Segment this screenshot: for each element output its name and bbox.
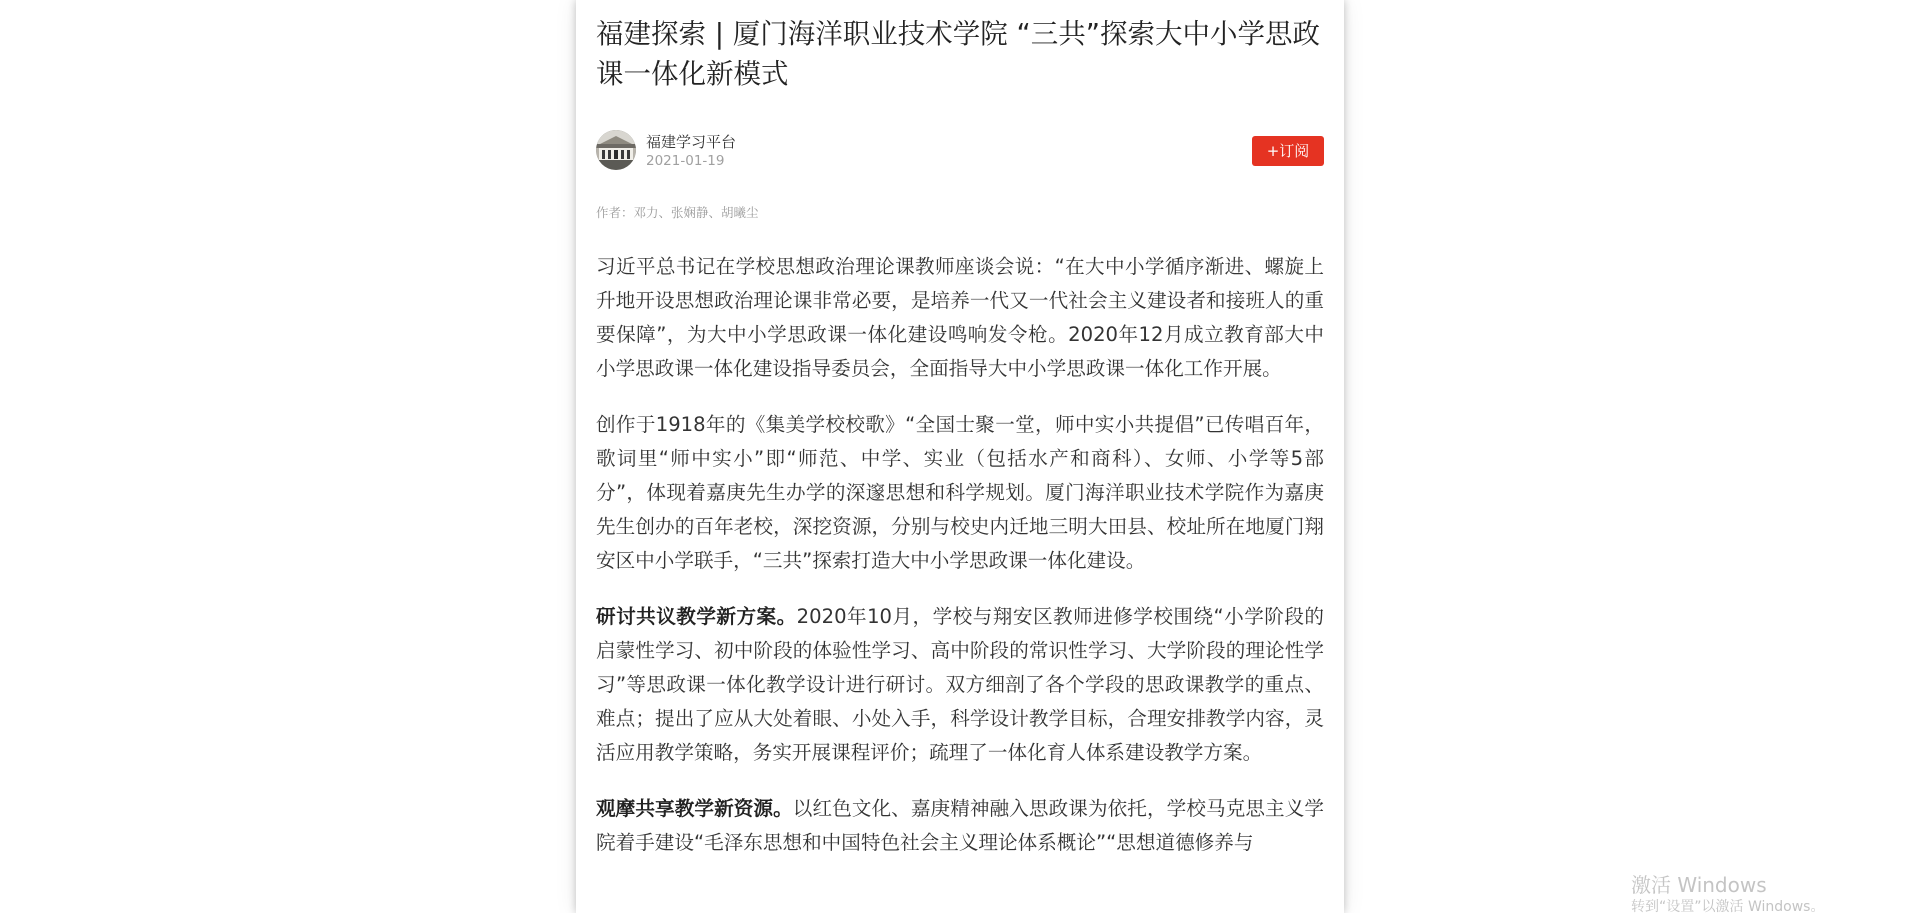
paragraph-text: 创作于1918年的《集美学校校歌》“全国士聚一堂，师中实小共提倡”已传唱百年，歌词里“师中实小”即“师范、中学、实业（包括水产和商科）、女师、小学等5部分”，体现着嘉庚先生办学的深邃思想和科学规划。厦门海洋职业技术学院作为嘉庚先生创办的百年老校，深挖资源，分别与校史内迁地三明大田县、校址所在地厦门翔安区中小学联手，“三共”探索打造大中小学思政课一体化建设。 <box>596 413 1324 572</box>
paragraph-lead: 研讨共议教学新方案。 <box>596 605 797 628</box>
article-title: 福建探索 | 厦门海洋职业技术学院 “三共”探索大中小学思政课一体化新模式 <box>596 18 1320 90</box>
author-row <box>596 130 1324 172</box>
paragraph-lead: 观摩共享教学新资源。 <box>596 797 793 820</box>
paragraph <box>596 250 1324 386</box>
paragraph-text: 习近平总书记在学校思想政治理论课教师座谈会说：“在大中小学循序渐进、螺旋上升地开设思想政治理论课非常必要，是培养一代又一代社会主义建设者和接班人的重要保障”，为大中小学思政课一体化建设鸣响发令枪。2020年12月成立教育部大中小学思政课一体化建设指导委员会，全面指导大中小学思政课一体化工作开展。 <box>596 255 1324 380</box>
subscribe-button[interactable]: +订阅 <box>1252 136 1324 166</box>
article-body <box>596 250 1324 882</box>
paragraph <box>596 408 1324 578</box>
windows-activation-watermark <box>1631 872 1824 913</box>
watermark-subtitle: 转到“设置”以激活 Windows。 <box>1631 899 1825 913</box>
avatar-building-image <box>596 130 636 170</box>
paragraph <box>596 600 1324 770</box>
watermark-title: 激活 Windows <box>1631 873 1767 897</box>
paragraph-text: 以红色文化、嘉庚精神融入思政课为依托，学校马克思主义学院着手建设“毛泽东思想和中国特色社会主义理论体系概论”“思想道德修养与 <box>596 797 1325 854</box>
paragraph-text: 2020年10月，学校与翔安区教师进修学校围绕“小学阶段的启蒙性学习、初中阶段的体验性学习、高中阶段的常识性学习、大学阶段的理论性学习”等思政课一体化教学设计进行研讨。双方细剖了各个学段的思政课教学的重点、难点；提出了应从大处着眼、小处入手，科学设计教学目标，合理安排教学内容，灵活应用教学策略，务实开展课程评价；疏理了一体化育人体系建设教学方案。 <box>596 605 1325 764</box>
avatar[interactable] <box>596 130 636 170</box>
byline: 作者：邓力、张娴静、胡曦尘 <box>596 205 759 220</box>
source-name[interactable]: 福建学习平台 <box>646 133 737 151</box>
paragraph <box>596 792 1324 860</box>
publish-date: 2021-01-19 <box>646 153 725 169</box>
article-card <box>576 0 1344 913</box>
